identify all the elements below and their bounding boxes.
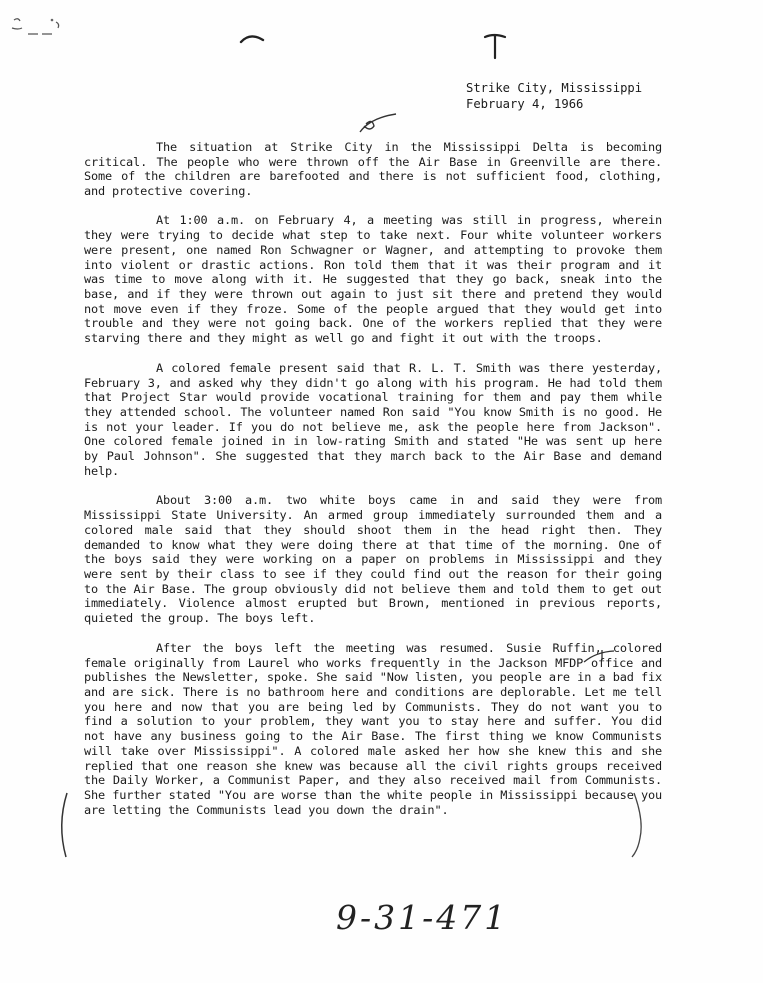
paragraph-1: The situation at Strike City in the Mississippi Delta is becoming critical. The people who were thrown off the Air Base in Greenville are there. Some of the children are barefooted and there is not sufficient food, clothing, and protective covering. [84,140,662,199]
dateline-place: Strike City, Mississippi [466,81,643,95]
corner-scribble-mark [8,14,72,40]
paragraph-3: A colored female present said that R. L. T. Smith was there yesterday, February 3, and asked why they didn't go along with his program. He had told them that Project Star would provide vocational training for them and pay them while they attended school. The volunteer named Ron said "You know Smith is no good. He is not your leader. If you do not believe me, ask the people here from Jackson". One colored female joined in in low-rating Smith and stated "He was sent up here by Paul Johnson". She suggested that they march back to the Air Base and demand help. [84,360,662,478]
dateline-date: February 4, 1966 [466,97,584,111]
handwritten-t-mark [482,30,508,60]
handwritten-right-bracket [628,790,648,860]
handwritten-name-mark [582,648,616,666]
handwritten-caret-mark [238,30,266,46]
dateline [466,80,642,112]
handwritten-check-mark [356,112,400,138]
paragraph-2: At 1:00 a.m. on February 4, a meeting was still in progress, wherein they were trying to decide what step to take next. Four white volunteer workers were present, one named Ron Schwagner or Wagner, and attempting to provoke them into violent or drastic actions. Ron told them that it was their program and it was time to move along with it. He suggested that they go back, sneak into the base, and if they were thrown out again to just sit there and pretend they would not move even if they froze. Some of the people argued that they would get into trouble and they were not going back. One of the workers replied that they were starving there and they might as well go and fight it out with the troops. [84,213,662,346]
paragraph-5: After the boys left the meeting was resumed. Susie Ruffin, colored female originally from Laurel who works frequently in the Jackson MFDP office and publishes the Newsletter, spoke. She said "Now listen, you people are in a bad fix and are sick. There is no bathroom here and conditions are deplorable. Let me tell you here and now that you are being led by Communists. They do not want you to find a solution to your problem, they want you to stay here and suffer. You did not have any business going to the Air Base. The first thing we know Communists will take over Mississippi". A colored male asked her how she knew this and she replied that one reason she knew was because all the civil rights groups received the Daily Worker, a Communist Paper, and they also received mail from Communists. She further stated "You are worse than the white people in Mississippi because you are letting the Communists lead you down the drain". [84,640,662,817]
report-body [84,140,662,832]
paragraph-4: About 3:00 a.m. two white boys came in and said they were from Mississippi State University. An armed group immediately surrounded them and a colored male said that they should shoot them in the head right then. They demanded to know what they were doing there at that time of the morning. One of the boys said they were working on a paper on problems in Mississippi and they were sent by their class to see if they could find out the reason for their going to the Air Base. The group obviously did not believe them and told them to get out immediately. Violence almost erupted but Brown, mentioned in previous reports, quieted the group. The boys left. [84,493,662,626]
handwritten-file-number: 9-31-471 [336,898,509,937]
handwritten-left-bracket [54,790,70,860]
